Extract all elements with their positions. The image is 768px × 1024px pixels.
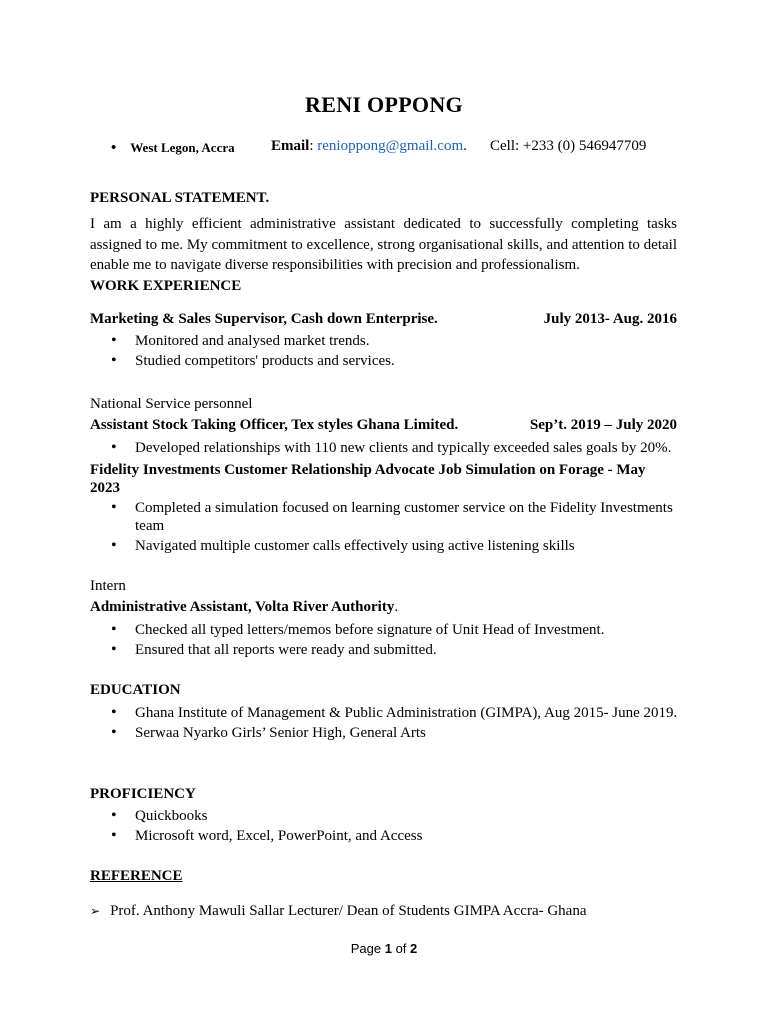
job-dates: Sep’t. 2019 – July 2020 bbox=[529, 417, 677, 433]
list-item: • Serwaa Nyarko Girls’ Senior High, General Arts bbox=[108, 724, 678, 742]
reference-heading: REFERENCE bbox=[90, 868, 183, 884]
email-label: Email bbox=[271, 138, 310, 154]
page-total: 2 bbox=[410, 941, 418, 956]
bullet-icon: • bbox=[111, 140, 117, 156]
job-title-row bbox=[90, 311, 677, 328]
job-bullets bbox=[108, 439, 678, 459]
list-item: • Ghana Institute of Management & Public Administration (GIMPA), Aug 2015- June 2019. bbox=[108, 704, 678, 722]
job-title-row bbox=[90, 417, 677, 434]
list-item: • Quickbooks bbox=[108, 807, 678, 825]
job-dates: July 2013- Aug. 2016 bbox=[543, 311, 677, 327]
candidate-name: RENI OPPONG bbox=[305, 92, 463, 117]
page-footer bbox=[0, 941, 768, 956]
list-item: • Checked all typed letters/memos before signature of Unit Head of Investment. bbox=[108, 621, 678, 639]
job-bullets bbox=[108, 499, 678, 557]
of-label: of bbox=[395, 941, 407, 956]
email-line: Email: renioppong@gmail.com. bbox=[271, 138, 467, 154]
list-item: • Navigated multiple customer calls effectively using active listening skills bbox=[108, 537, 678, 555]
location bbox=[111, 140, 235, 157]
email-link[interactable]: renioppong@gmail.com bbox=[317, 138, 464, 154]
page-label: Page bbox=[350, 941, 382, 956]
list-item: • Completed a simulation focused on learning customer service on the Fidelity Investments team bbox=[108, 499, 678, 535]
job-bullets bbox=[108, 332, 678, 372]
education-heading: EDUCATION bbox=[90, 682, 181, 698]
list-item: • Monitored and analysed market trends. bbox=[108, 332, 678, 350]
work-experience-heading: WORK EXPERIENCE bbox=[90, 278, 242, 294]
job-title: Marketing & Sales Supervisor, Cash down Enterprise. bbox=[90, 311, 438, 327]
proficiency-heading: PROFICIENCY bbox=[90, 786, 196, 802]
personal-statement-heading: PERSONAL STATEMENT. bbox=[90, 190, 270, 206]
reference-item bbox=[90, 903, 587, 920]
job-role: National Service personnel bbox=[90, 396, 253, 412]
job-title-suffix: . bbox=[394, 599, 399, 615]
reference-text: Prof. Anthony Mawuli Sallar Lecturer/ Dean of Students GIMPA Accra- Ghana bbox=[110, 903, 587, 919]
job-title: Fidelity Investments Customer Relationship Advocate Job Simulation on Forage - May 2023 bbox=[90, 462, 646, 496]
list-item: • Ensured that all reports were ready and submitted. bbox=[108, 641, 678, 659]
personal-statement-text: I am a highly efficient administrative assistant dedicated to successfully completing tasks assigned to me. My commitment to excellence, strong organisational skills, and attention to detail enable me to navigate diverse responsibilities with precision and professionalism. bbox=[90, 216, 677, 273]
page-current: 1 bbox=[384, 941, 392, 956]
list-item: • Microsoft word, Excel, PowerPoint, and Access bbox=[108, 827, 678, 845]
proficiency-list bbox=[108, 807, 678, 847]
job-title-row bbox=[90, 599, 398, 616]
cell-number: Cell: +233 (0) 546947709 bbox=[490, 138, 647, 154]
education-list bbox=[108, 704, 678, 744]
list-item: • Studied competitors' products and services. bbox=[108, 352, 678, 370]
job-bullets bbox=[108, 621, 678, 661]
location-text: West Legon, Accra bbox=[130, 140, 235, 155]
job-title: Assistant Stock Taking Officer, Tex styles Ghana Limited. bbox=[90, 417, 459, 433]
job-role: Intern bbox=[90, 578, 126, 594]
list-item: • Developed relationships with 110 new clients and typically exceeded sales goals by 20%. bbox=[108, 439, 678, 457]
arrowhead-icon: ➢ bbox=[90, 904, 101, 918]
job-title: Administrative Assistant, Volta River Authority bbox=[90, 599, 395, 615]
